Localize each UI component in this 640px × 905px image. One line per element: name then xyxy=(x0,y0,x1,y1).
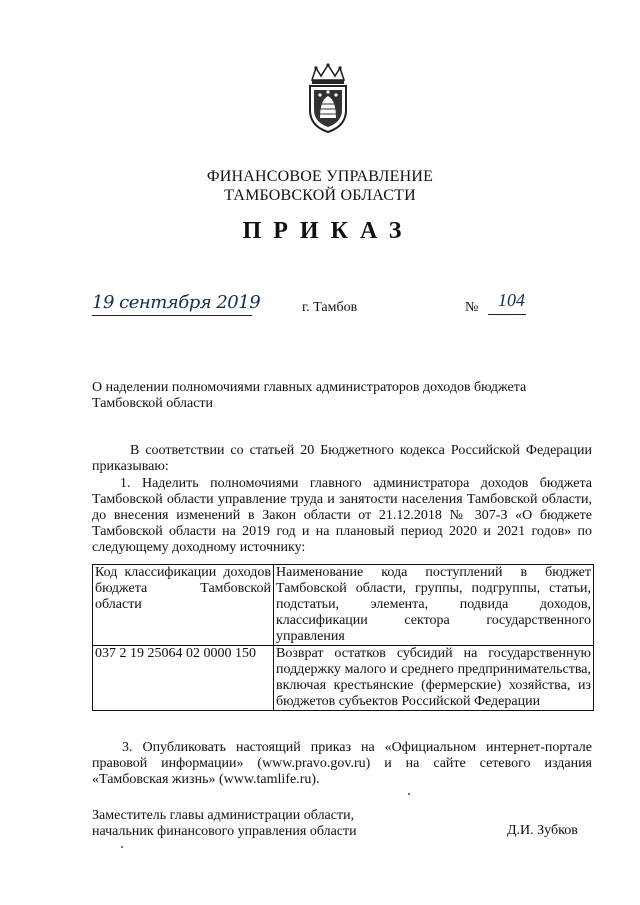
table-header-name: Наименование кода поступлений в бюджет Тамбовской области, группы, подгруппы, статьи, подстатьи, элемента, подвида доходов, классификации сектора государственного управления xyxy=(274,565,594,646)
scan-speck xyxy=(121,846,123,848)
number-sign: № xyxy=(465,300,479,315)
document-title: ПРИКАЗ xyxy=(242,218,414,244)
revenue-source-table xyxy=(92,564,594,711)
table-cell-name: Возврат остатков субсидий на государственную поддержку малого и среднего предпринимательства, включая крестьянские (фермерские) хозяйства, из бюджетов субъектов Российской Федерации xyxy=(274,646,594,711)
table-header-row xyxy=(93,565,594,646)
paragraph-item-3: 3. Опубликовать настоящий приказ на «Официальном интернет-портале правовой информации» (www.pravo.gov.ru) и на сайте сетевого издания «Тамбовская жизнь» (www.tamlife.ru). xyxy=(92,740,592,787)
table-cell-code: 037 2 19 25064 02 0000 150 xyxy=(93,646,274,711)
date-number-line xyxy=(0,290,640,330)
paragraph-item-1: 1. Наделить полномочиями главного администратора доходов бюджета Тамбовской области управление труда и занятости населения Тамбовской области, до внесения изменений в Закон области от 21.12.2018 № 307-З «О бюджете Тамбовской области на 2019 год и на плановый период 2020 и 2021 годов» по следующему доходному источнику: xyxy=(92,476,592,555)
organization-name-line2: ТАМБОВСКОЙ ОБЛАСТИ xyxy=(224,187,416,204)
paragraph-preamble: В соответствии со статьей 20 Бюджетного кодекса Российской Федерации приказываю: xyxy=(92,443,592,474)
city-label: г. Тамбов xyxy=(302,300,358,315)
document-subject: О наделении полномочиями главных администраторов доходов бюджета Тамбовской области xyxy=(92,380,527,411)
date-underline xyxy=(92,315,252,316)
handwritten-number: 104 xyxy=(498,290,525,310)
table-header-code: Код классификации доходов бюджета Тамбовской области xyxy=(93,565,274,646)
signature-position-line2: начальник финансового управления области xyxy=(92,824,357,839)
coat-of-arms-emblem xyxy=(298,62,358,134)
organization-name-line1: ФИНАНСОВОЕ УПРАВЛЕНИЕ xyxy=(206,168,434,185)
scan-speck xyxy=(408,793,410,795)
signer-name: Д.И. Зубков xyxy=(507,823,578,838)
handwritten-date: 19 сентября 2019 xyxy=(92,292,261,313)
signature-position-line1: Заместитель главы администрации области, xyxy=(92,808,355,823)
number-underline xyxy=(488,314,526,315)
signature-position xyxy=(92,808,357,840)
table-row xyxy=(93,646,594,711)
